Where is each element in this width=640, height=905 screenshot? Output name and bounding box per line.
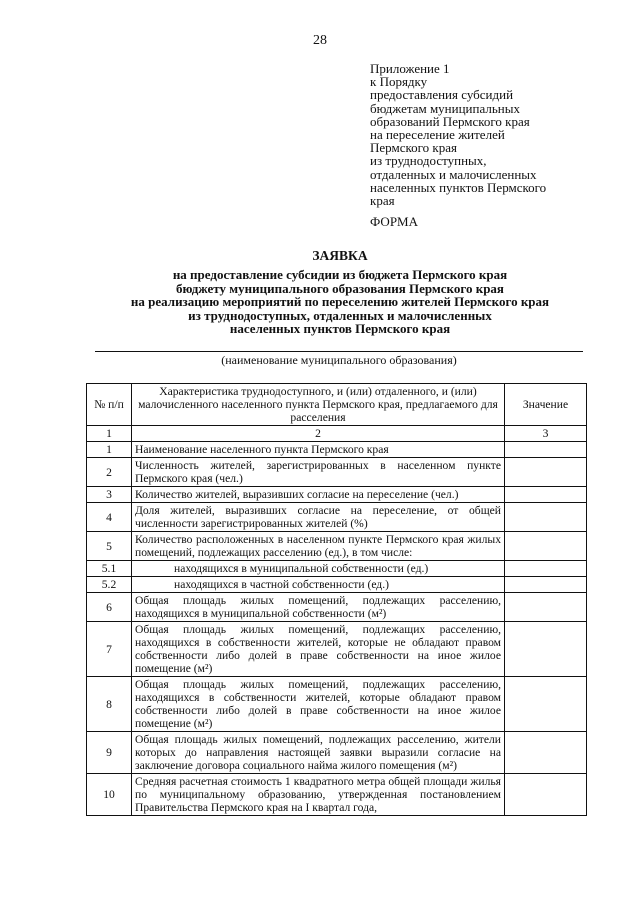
row-text: находящихся в частной собственности (ед.) bbox=[132, 577, 505, 593]
row-text: Наименование населенного пункта Пермского края bbox=[132, 442, 505, 458]
table-row bbox=[87, 532, 587, 561]
appendix-line: бюджетам муниципальных bbox=[370, 100, 520, 116]
header-value: Значение bbox=[505, 384, 587, 426]
row-text: Доля жителей, выразивших согласие на переселение, от общей численности зарегистрированных жителей (%) bbox=[132, 503, 505, 532]
col-number: 1 bbox=[87, 426, 132, 442]
table-row bbox=[87, 487, 587, 503]
row-num: 5.2 bbox=[87, 577, 132, 593]
table-row bbox=[87, 774, 587, 816]
subtitle-line: из труднодоступных, отдаленных и малочисленных bbox=[188, 307, 492, 323]
col-number: 3 bbox=[505, 426, 587, 442]
row-text: Численность жителей, зарегистрированных в населенном пункте Пермского края (чел.) bbox=[132, 458, 505, 487]
row-num: 8 bbox=[87, 677, 132, 732]
value-cell[interactable] bbox=[505, 577, 587, 593]
row-num: 4 bbox=[87, 503, 132, 532]
row-text: Общая площадь жилых помещений, подлежащих расселению, находящихся в собственности жителей, которые обладают правом собственности либо долей в праве собственности на иное жилое помещение (м²) bbox=[132, 677, 505, 732]
value-cell[interactable] bbox=[505, 732, 587, 774]
row-num: 5 bbox=[87, 532, 132, 561]
value-cell[interactable] bbox=[505, 774, 587, 816]
row-num: 2 bbox=[87, 458, 132, 487]
value-cell[interactable] bbox=[505, 593, 587, 622]
subtitle-line: бюджету муниципального образования Пермского края bbox=[176, 280, 504, 296]
value-cell[interactable] bbox=[505, 532, 587, 561]
application-table bbox=[86, 383, 587, 816]
row-num: 5.1 bbox=[87, 561, 132, 577]
table-row bbox=[87, 622, 587, 677]
value-cell[interactable] bbox=[505, 622, 587, 677]
form-label: ФОРМА bbox=[370, 214, 418, 229]
table-row bbox=[87, 561, 587, 577]
row-text: Общая площадь жилых помещений, подлежащих расселению, находящихся в муниципальной собственности (м²) bbox=[132, 593, 505, 622]
appendix-line: к Порядку bbox=[370, 74, 428, 90]
appendix-line: образований Пермского края bbox=[370, 113, 530, 129]
document-subtitle bbox=[90, 268, 590, 336]
table-row bbox=[87, 677, 587, 732]
row-num: 3 bbox=[87, 487, 132, 503]
subtitle-line: населенных пунктов Пермского края bbox=[229, 321, 451, 336]
row-text: Общая площадь жилых помещений, подлежащих расселению, жители которых до направления настоящей заявки выразили согласие на заключение договора социального найма жилого помещения (м²) bbox=[132, 732, 505, 774]
subtitle-line: на реализацию мероприятий по переселению жителей Пермского края bbox=[130, 294, 550, 309]
row-num: 6 bbox=[87, 593, 132, 622]
table-row bbox=[87, 577, 587, 593]
table-row bbox=[87, 593, 587, 622]
municipality-fill-line[interactable] bbox=[95, 351, 583, 352]
row-num: 9 bbox=[87, 732, 132, 774]
subtitle-line: на предоставление субсидии из бюджета Пермского края bbox=[172, 267, 508, 282]
row-text: Количество жителей, выразивших согласие на переселение (чел.) bbox=[132, 487, 505, 503]
header-num: № п/п bbox=[87, 384, 132, 426]
value-cell[interactable] bbox=[505, 487, 587, 503]
col-number: 2 bbox=[132, 426, 505, 442]
column-number-row bbox=[87, 426, 587, 442]
row-num: 7 bbox=[87, 622, 132, 677]
table-row bbox=[87, 732, 587, 774]
row-text: Количество расположенных в населенном пункте Пермского края жилых помещений, подлежащих расселению (ед.), в том числе: bbox=[132, 532, 505, 561]
value-cell[interactable] bbox=[505, 442, 587, 458]
appendix-line: из труднодоступных, bbox=[370, 153, 487, 169]
appendix-line: края bbox=[370, 193, 395, 209]
header-desc: Характеристика труднодоступного, и (или) отдаленного, и (или) малочисленного населенного пункта Пермского края, предлагаемого для расселения bbox=[132, 384, 505, 426]
value-cell[interactable] bbox=[505, 677, 587, 732]
appendix-line: предоставления субсидий bbox=[370, 87, 514, 103]
document-title: ЗАЯВКА bbox=[312, 248, 368, 263]
appendix-block bbox=[370, 62, 620, 207]
appendix-line: на переселение жителей bbox=[370, 127, 505, 143]
page-number: 28 bbox=[313, 33, 327, 48]
appendix-line: Пермского края bbox=[370, 140, 457, 156]
value-cell[interactable] bbox=[505, 561, 587, 577]
appendix-line: населенных пунктов Пермского bbox=[370, 179, 547, 195]
table-row bbox=[87, 458, 587, 487]
row-text: находящихся в муниципальной собственности (ед.) bbox=[132, 561, 505, 577]
table-header-row bbox=[87, 384, 587, 426]
row-num: 10 bbox=[87, 774, 132, 816]
value-cell[interactable] bbox=[505, 458, 587, 487]
row-text: Общая площадь жилых помещений, подлежащих расселению, находящихся в собственности жителей, которые не обладают правом собственности либо долей в праве собственности на иное жилое помещение (м²) bbox=[132, 622, 505, 677]
value-cell[interactable] bbox=[505, 503, 587, 532]
appendix-line: отдаленных и малочисленных bbox=[370, 166, 537, 182]
municipality-hint: (наименование муниципального образования) bbox=[221, 353, 457, 367]
row-num: 1 bbox=[87, 442, 132, 458]
appendix-line: Приложение 1 bbox=[370, 61, 450, 76]
table-row bbox=[87, 442, 587, 458]
row-text: Средняя расчетная стоимость 1 квадратного метра общей площади жилья по муниципальному образованию, утвержденная постановлением Правительства Пермского края на I квартал года, bbox=[132, 774, 505, 816]
table-row bbox=[87, 503, 587, 532]
